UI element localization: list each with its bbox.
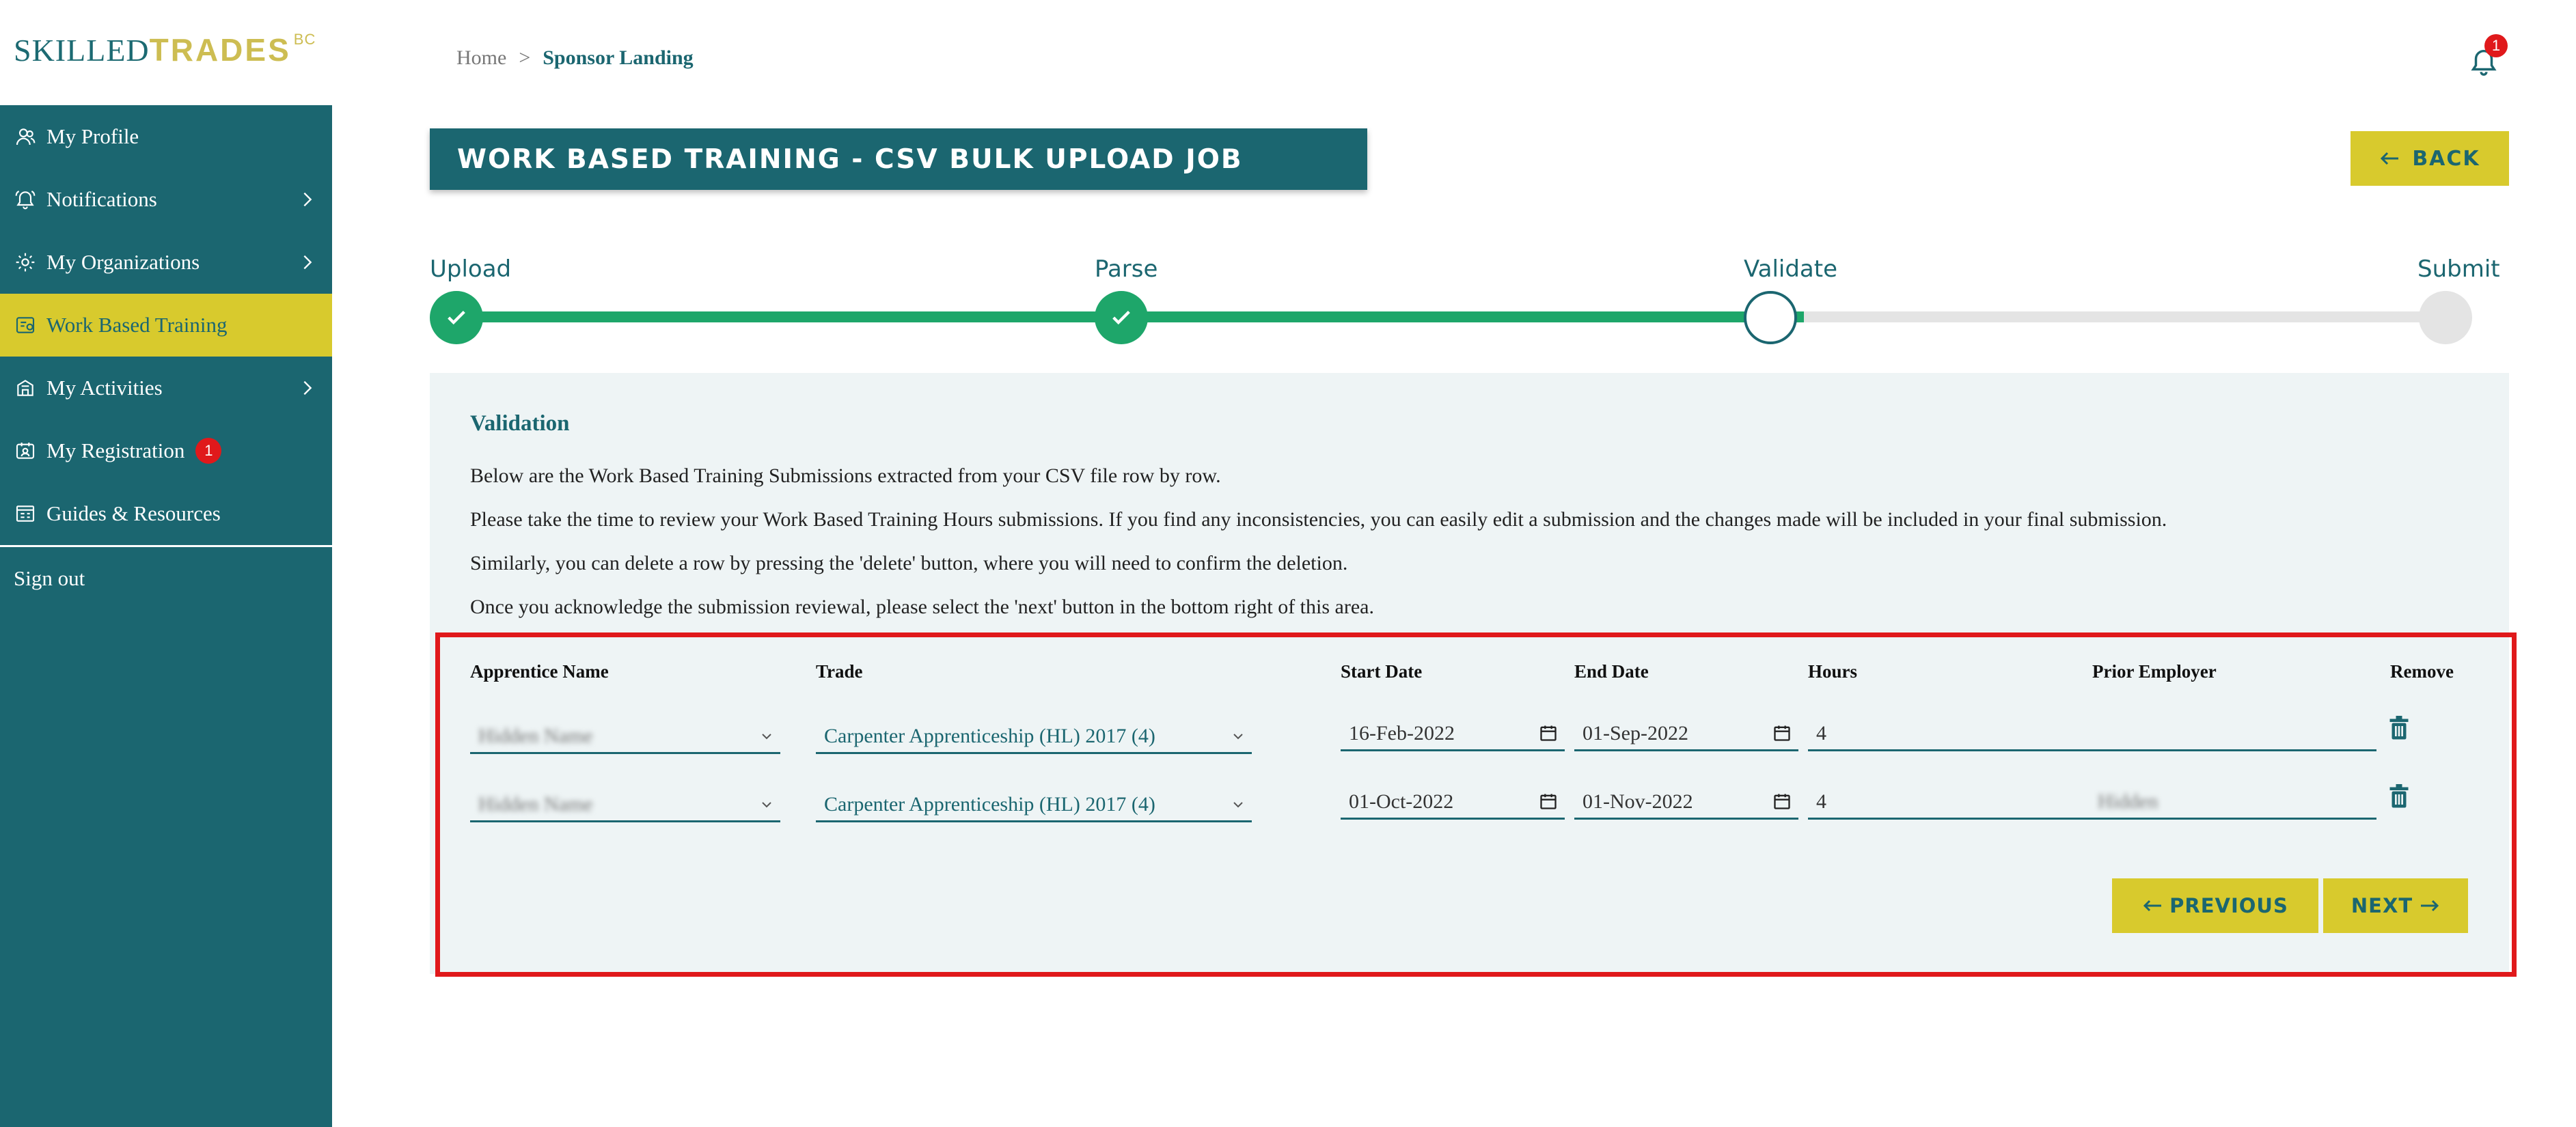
sidebar [0,105,332,1127]
arrow-left-icon [2142,898,2163,913]
step-upload-check-icon [430,291,483,344]
prior-employer-input[interactable] [2081,717,2376,751]
validation-title: Validation [470,411,570,436]
start-date-input[interactable] [1341,785,1565,820]
gear-icon [14,251,37,274]
calendar-icon[interactable] [1539,723,1558,743]
training-icon [14,314,37,337]
activities-icon [14,376,37,400]
start-date-value: 16-Feb-2022 [1349,721,1455,745]
breadcrumb-separator: > [519,46,531,69]
end-date-value: 01-Sep-2022 [1582,721,1688,745]
validation-paragraph: Please take the time to review your Work Based Training Hours submissions. If you find any inconsistencies, you can easily edit a submission and the changes made will be included in your final submission. [470,508,2167,531]
trade-select[interactable] [816,788,1252,822]
sidebar-item-notifications[interactable] [0,168,332,231]
notification-count-badge: 1 [2484,34,2508,57]
trash-icon[interactable] [2389,716,2409,740]
column-header-trade: Trade [816,661,863,682]
next-label: NEXT [2351,894,2413,917]
book-icon [14,502,37,525]
validation-paragraph: Once you acknowledge the submission reviewal, please select the 'next' button in the bottom right of this area. [470,596,1374,618]
sidebar-item-guides-resources[interactable] [0,482,332,545]
end-date-input[interactable] [1574,785,1798,820]
prior-employer-value: Hidden [2098,790,2159,813]
stepper-track-remaining [1804,311,2446,322]
step-label-upload: Upload [430,255,512,283]
sidebar-item-label: My Registration [46,439,185,462]
logo-part-2: TRADES [149,32,291,68]
sidebar-item-my-registration[interactable] [0,419,332,482]
sidebar-item-label: Work Based Training [46,313,228,337]
trade-value: Carpenter Apprenticeship (HL) 2017 (4) [824,724,1155,747]
chevron-down-icon [758,796,775,813]
trade-value: Carpenter Apprenticeship (HL) 2017 (4) [824,792,1155,816]
calendar-icon[interactable] [1772,791,1792,811]
sidebar-item-label: Notifications [46,187,157,211]
hours-value: 4 [1816,721,1826,745]
start-date-value: 01-Oct-2022 [1349,790,1454,813]
apprentice-value: Hidden Name [478,792,593,816]
column-header-start-date: Start Date [1341,661,1423,682]
registration-badge: 1 [195,438,221,464]
sidebar-item-my-profile[interactable] [0,105,332,168]
sign-out-link[interactable]: Sign out [14,566,85,590]
step-parse-check-icon [1095,291,1148,344]
apprentice-value: Hidden Name [478,724,593,747]
validation-paragraph: Below are the Work Based Training Submissions extracted from your CSV file row by row. [470,464,1221,487]
validation-paragraph: Similarly, you can delete a row by pressing the 'delete' button, where you will need to confirm the deletion. [470,552,1348,574]
chevron-right-icon [298,377,317,399]
sidebar-item-label: Guides & Resources [46,501,221,525]
previous-button[interactable] [2112,878,2318,933]
breadcrumb [456,46,694,70]
breadcrumb-home[interactable]: Home [456,46,507,69]
start-date-input[interactable] [1341,717,1565,751]
apprentice-select[interactable] [470,788,780,822]
end-date-input[interactable] [1574,717,1798,751]
back-button[interactable] [2351,131,2509,186]
column-header-remove: Remove [2390,661,2454,682]
step-label-submit: Submit [2417,255,2500,283]
user-icon [14,125,37,148]
hours-value: 4 [1816,790,1826,813]
column-header-prior-employer: Prior Employer [2092,661,2217,682]
back-label: BACK [2412,146,2480,171]
chevron-right-icon [298,251,317,273]
calendar-icon[interactable] [1539,791,1558,811]
step-validate-indicator [1744,291,1797,344]
calendar-icon[interactable] [1772,723,1792,743]
sidebar-item-my-activities[interactable] [0,357,332,419]
hours-input[interactable] [1808,785,2081,820]
logo[interactable] [14,31,316,72]
arrow-right-icon [2420,898,2440,913]
sidebar-item-my-organizations[interactable] [0,231,332,294]
end-date-value: 01-Nov-2022 [1582,790,1693,813]
step-submit-indicator [2419,291,2472,344]
bell-icon [14,188,37,211]
sidebar-item-label: My Profile [46,124,139,148]
breadcrumb-current[interactable]: Sponsor Landing [543,46,694,69]
prior-employer-input[interactable] [2081,785,2376,820]
column-header-end-date: End Date [1574,661,1649,682]
logo-sup: BC [293,30,316,48]
trash-icon[interactable] [2389,784,2409,809]
step-label-parse: Parse [1095,255,1158,283]
chevron-down-icon [1230,796,1246,813]
logo-part-1: SKILLED [14,33,150,68]
next-button[interactable] [2323,878,2468,933]
column-header-hours: Hours [1808,661,1858,682]
sidebar-item-label: My Activities [46,376,163,400]
apprentice-select[interactable] [470,720,780,754]
step-label-validate: Validate [1744,255,1838,283]
chevron-down-icon [758,728,775,745]
chevron-right-icon [298,189,317,210]
sidebar-item-label: My Organizations [46,250,200,274]
arrow-left-icon [2379,150,2400,167]
hours-input[interactable] [1808,717,2081,751]
trade-select[interactable] [816,720,1252,754]
registration-icon [14,439,37,462]
chevron-down-icon [1230,728,1246,745]
column-header-apprentice: Apprentice Name [470,661,609,682]
previous-label: PREVIOUS [2169,894,2288,917]
page-title: WORK BASED TRAINING - CSV BULK UPLOAD JOB [430,128,1367,190]
sidebar-item-work-based-training[interactable] [0,294,332,357]
